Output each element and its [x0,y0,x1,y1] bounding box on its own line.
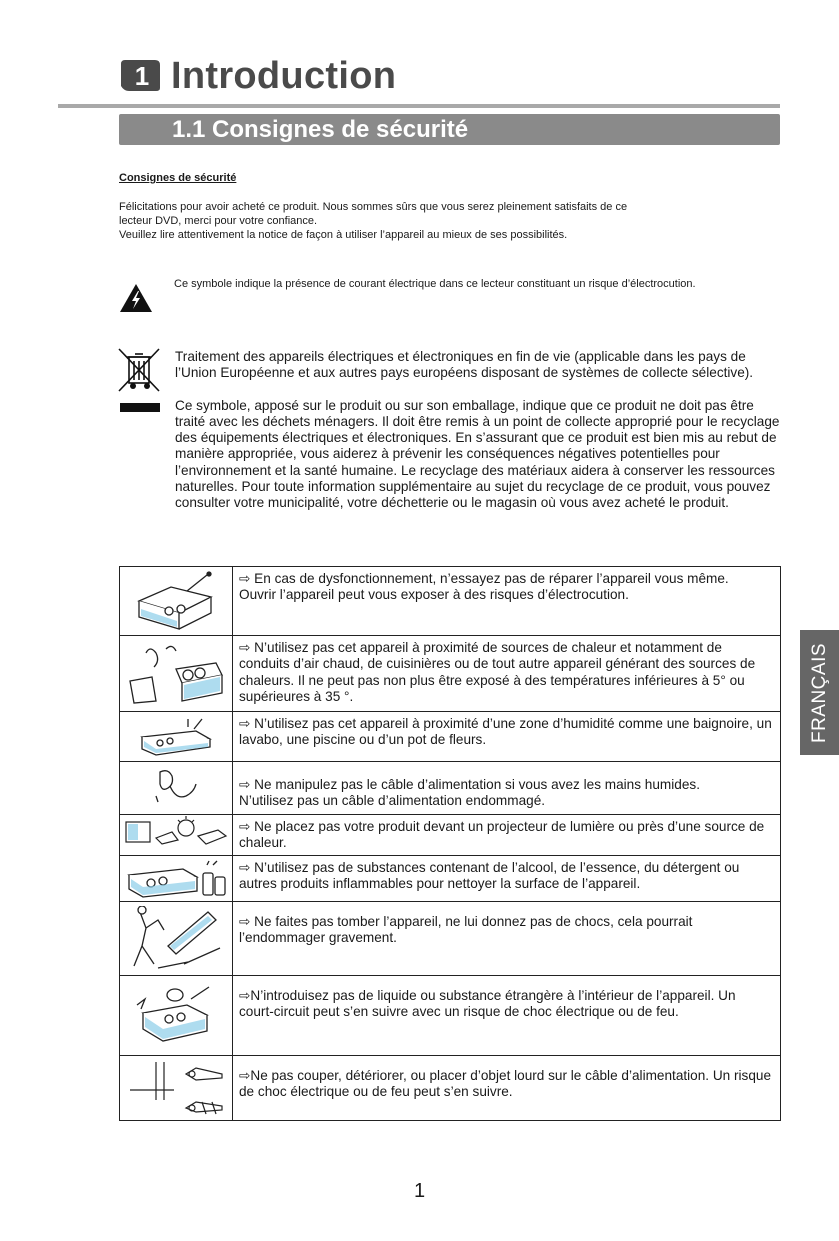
weee-text [175,349,780,528]
safety-instructions-table [119,566,781,1121]
damaged-cable-icon [126,1060,226,1116]
instruction-text: ⇨ En cas de dysfonctionnement, n’essayez pas de réparer l’appareil vous même. Ouvrir l’appareil peut vous exposer à des risques d’électrocution. [233,567,781,636]
table-row [120,1056,781,1121]
chapter-number: 1 [134,61,150,91]
wet-hands-cable-icon [146,766,206,808]
light-projector-icon [122,816,230,846]
language-side-tab [800,630,839,755]
instruction-text: ⇨ N’utilisez pas cet appareil à proximité de sources de chaleur et notamment de conduits d’air chaud, de cuisinières ou de tout autre appareil générant des sources de chaleurs. Il ne peut pas non plus être exposé à des températures inférieures à 5° ou supérieures à 35 °. [233,636,781,712]
icon-cell [120,1056,233,1121]
intro-text [119,200,719,242]
humidity-icon [136,717,216,757]
instruction-text: ⇨ Ne manipulez pas le câble d’alimentation si vous avez les mains humides. N’utilisez pas un câble d’alimentation endommagé. [233,762,781,815]
heat-source-icon [126,641,226,707]
weee-paragraph: Ce symbole, apposé sur le produit ou sur son emballage, indique que ce produit ne doit pas être traité avec les déchets ménagers. Il doit être remis à un point de collecte approprié pour le recyclage des équipements électriques et électroniques. En s’assurant que ce produit est bien mis au rebut de manière appropriée, vous aiderez à prévenir les conséquences négatives potentielles pour l’environnement et la santé humaine. Le recyclage des matériaux aidera à conserver les ressources naturelles. Pour toute information supplémentaire au sujet du recyclage de ce produit, vous pouvez consulter votre municipalité, votre déchetterie ou le magasin où vous avez acheté le produit. [175,397,780,511]
icon-cell [120,976,233,1056]
table-row [120,814,781,856]
table-row [120,762,781,815]
table-row [120,976,781,1056]
safety-subheading: Consignes de sécurité [119,172,237,184]
icon-cell [120,636,233,712]
intro-line: Félicitations pour avoir acheté ce produit. Nous sommes sûrs que vous serez pleinement satisfaits de ce [119,201,628,213]
intro-line: Veuillez lire attentivement la notice de façon à utiliser l’appareil au mieux de ses possibilités. [119,229,568,241]
icon-cell [120,814,233,856]
instruction-text: ⇨ N’utilisez pas de substances contenant de l’alcool, de l’essence, du détergent ou autres produits inflammables pour nettoyer la surface de l’appareil. [233,856,781,902]
drop-shock-icon [128,906,224,972]
high-voltage-warning-icon [119,283,153,313]
icon-cell [120,762,233,815]
language-label: FRANÇAIS [808,642,830,743]
instruction-text: ⇨ N’utilisez pas cet appareil à proximité d’une zone d’humidité comme une baignoire, un lavabo, une piscine ou d’un pot de fleurs. [233,712,781,762]
table-row [120,856,781,902]
header-divider [58,104,780,108]
table-row [120,636,781,712]
instruction-text: ⇨ Ne placez pas votre produit devant un projecteur de lumière ou près d’une source de chaleur. [233,814,781,856]
intro-line: lecteur DVD, merci pour votre confiance. [119,215,318,227]
chapter-number-badge [119,58,161,92]
page-number: 1 [413,1180,426,1202]
table-row [120,712,781,762]
icon-cell [120,567,233,636]
chemical-cleaner-icon [123,859,229,899]
table-row [120,902,781,976]
foreign-substance-icon [131,983,221,1049]
instruction-text: ⇨Ne pas couper, détériorer, ou placer d’objet lourd sur le câble d’alimentation. Un risque de choc électrique ou de feu peut s’en suivre. [233,1056,781,1121]
weee-crossed-bin-icon [117,345,163,413]
table-row [120,567,781,636]
instruction-text: ⇨N’introduisez pas de liquide ou substance étrangère à l’intérieur de l’appareil. Un court-circuit peut s’en suivre avec un risque de choc électrique ou de feu. [233,976,781,1056]
icon-cell [120,902,233,976]
do-not-repair-icon [131,571,221,631]
instruction-text: ⇨ Ne faites pas tomber l’appareil, ne lui donnez pas de chocs, cela pourrait l’endommager gravement. [233,902,781,976]
icon-cell [120,856,233,902]
section-title: 1.1 Consignes de sécurité [172,116,469,143]
weee-paragraph: Traitement des appareils électriques et électroniques en fin de vie (applicable dans les pays de l’Union Européenne et aux autres pays européens disposant de systèmes de collecte sélective). [175,349,754,381]
icon-cell [120,712,233,762]
shock-symbol-text: Ce symbole indique la présence de courant électrique dans ce lecteur constituant un risque d’électrocution. [174,278,696,290]
chapter-title: Introduction [171,55,397,97]
